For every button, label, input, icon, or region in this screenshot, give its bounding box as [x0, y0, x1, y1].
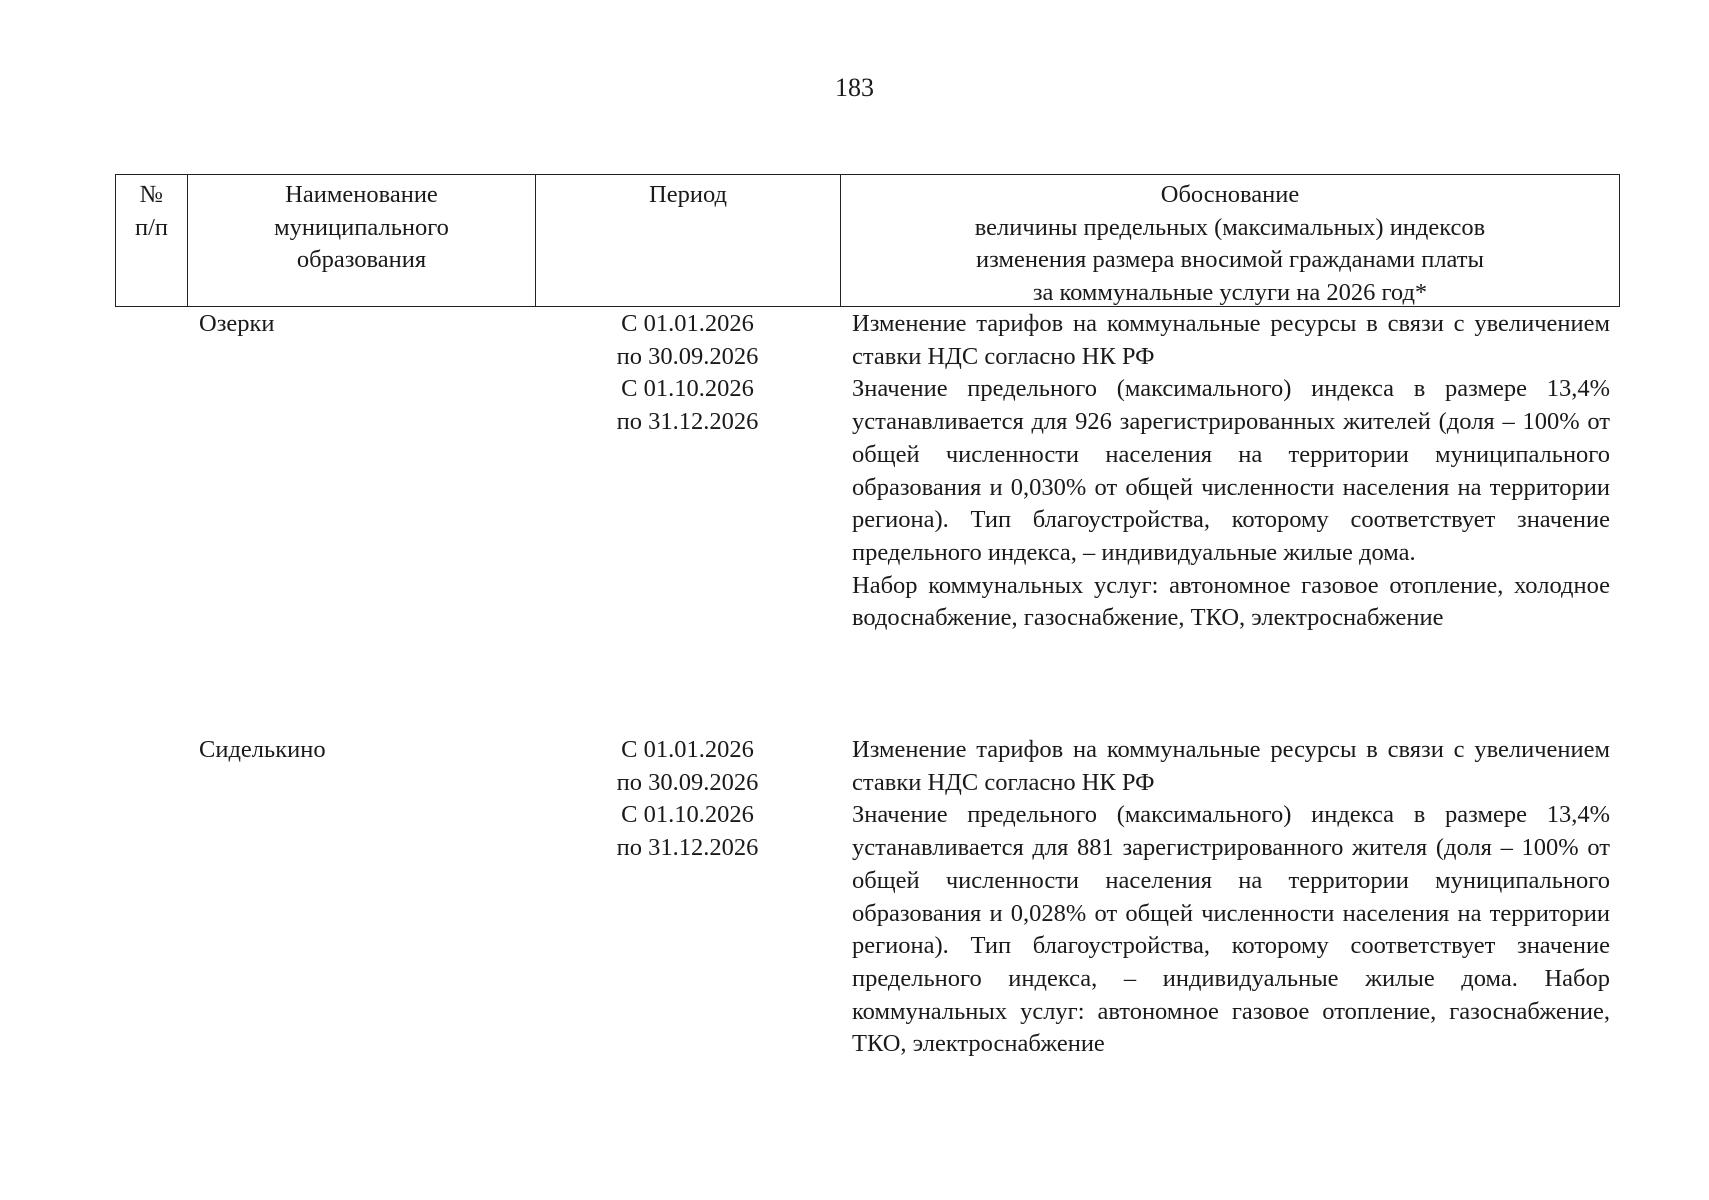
- justification-paragraph: Изменение тарифов на коммунальные ресурсы в связи с увеличением ставки НДС согласно НК РФ: [852, 736, 1610, 796]
- table-header: [115, 174, 1620, 307]
- header-municipality: Наименование муниципального образования: [188, 175, 536, 306]
- justification-cell: [852, 734, 1610, 1061]
- municipality-name: Сиделькино: [199, 736, 326, 763]
- period-line: по 31.12.2026: [616, 833, 759, 861]
- period-cell: [535, 308, 840, 438]
- header-period: Период: [536, 175, 841, 306]
- justification-paragraph: Значение предельного (максимального) индекса в размере 13,4% устанавливается для 881 зарегистрированного жителя (доля – 100% от общей численности населения на территории муниципального образования и 0,028% от общей численности населения на территории региона). Тип благоустройства, которому соответствует значение предельного индекса, – индивидуальные жилые дома. Набор коммунальных услуг: автономное газовое отопление, газоснабжение, ТКО, электроснабжение: [852, 801, 1610, 1058]
- justification-paragraph: Значение предельного (максимального) индекса в размере 13,4% устанавливается для 926 зарегистрированных жителей (доля – 100% от общей численности населения на территории муниципального образования и 0,030% от общей численности населения на территории региона). Тип благоустройства, которому соответствует значение предельного индекса, – индивидуальные жилые дома.: [852, 375, 1610, 566]
- period-line: по 31.12.2026: [616, 407, 759, 435]
- period-line: С 01.10.2026: [621, 375, 754, 402]
- justification-paragraph: Набор коммунальных услуг: автономное газовое отопление, холодное водоснабжение, газоснабжение, ТКО, электроснабжение: [852, 571, 1610, 632]
- justification-cell: [852, 308, 1610, 635]
- period-line: С 01.10.2026: [621, 801, 754, 828]
- period-line: по 30.09.2026: [616, 342, 759, 370]
- period-cell: [535, 734, 840, 864]
- page-number: 183: [835, 73, 874, 102]
- header-justification: Обоснование величины предельных (максимальных) индексов изменения размера вносимой гражданами платы за коммунальные услуги на 2026 год*: [974, 181, 1486, 306]
- header-number: № п/п: [116, 175, 188, 306]
- period-line: по 30.09.2026: [616, 768, 759, 796]
- justification-paragraph: Изменение тарифов на коммунальные ресурсы в связи с увеличением ставки НДС согласно НК РФ: [852, 310, 1610, 370]
- period-line: С 01.01.2026: [621, 310, 754, 337]
- municipality-name: Озерки: [199, 310, 275, 337]
- period-line: С 01.01.2026: [621, 736, 754, 763]
